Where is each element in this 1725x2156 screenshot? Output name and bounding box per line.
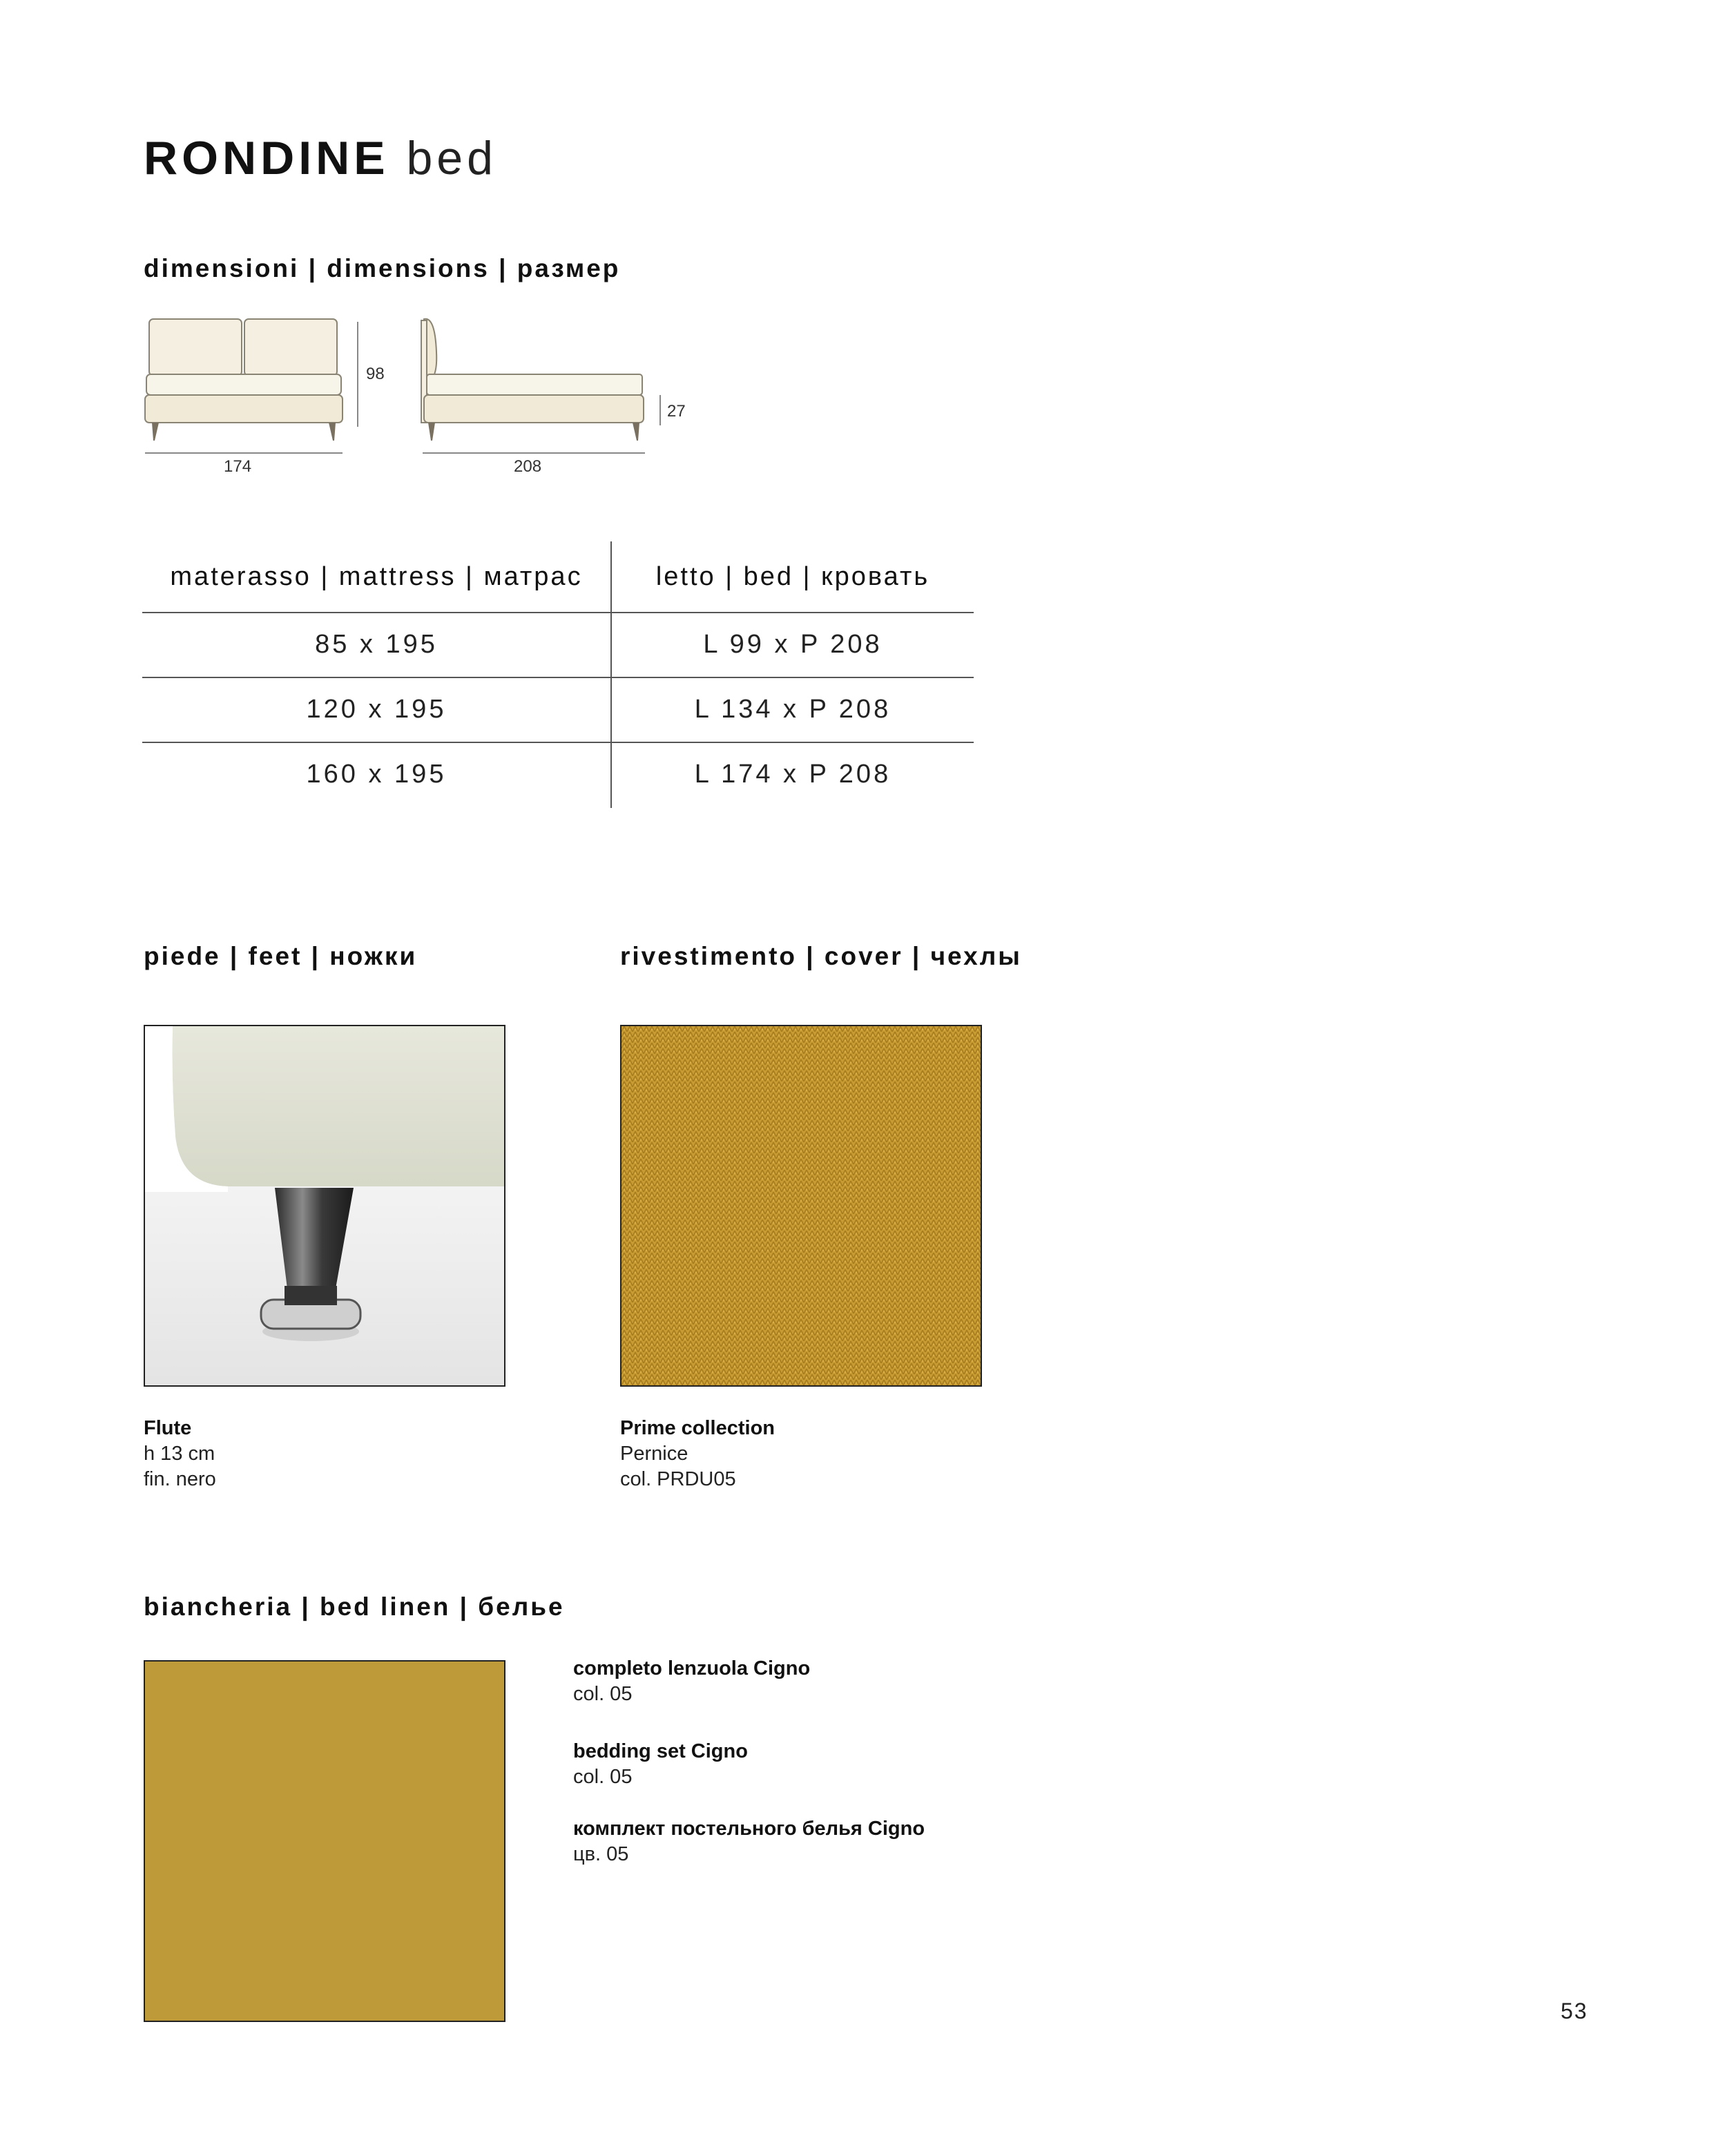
- linen-item: [573, 1816, 925, 1867]
- feet-name: Flute: [144, 1417, 192, 1439]
- table-rule: [142, 612, 974, 613]
- cover-swatch: [620, 1025, 982, 1387]
- bed-side-drawing: [414, 311, 704, 490]
- table-cell: 120 x 195: [306, 695, 447, 724]
- linen-item: [573, 1656, 810, 1707]
- table-cell: L 134 x P 208: [694, 695, 892, 724]
- length-label: 208: [514, 457, 542, 476]
- dimensions-heading: dimensioni | dimensions | размер: [144, 254, 621, 282]
- table-rule: [142, 742, 974, 743]
- feet-image: [144, 1025, 505, 1387]
- table-cell: L 174 x P 208: [694, 760, 892, 789]
- linen-item-sub: col. 05: [573, 1683, 633, 1705]
- cover-caption: [620, 1416, 775, 1492]
- linen-item-sub: цв. 05: [573, 1843, 629, 1865]
- feet-caption: [144, 1416, 216, 1492]
- cover-fabric: Pernice: [620, 1443, 688, 1465]
- table-cell: 85 x 195: [315, 630, 438, 659]
- title-light: bed: [406, 132, 497, 184]
- mattress-header: materasso | mattress | матрас: [170, 562, 583, 591]
- cover-heading: rivestimento | cover | чехлы: [620, 942, 1022, 970]
- linen-item-title: completo lenzuola Cigno: [573, 1657, 811, 1679]
- feet-finish: fin. nero: [144, 1468, 216, 1490]
- base-height-label: 27: [667, 402, 686, 421]
- page-title: [144, 131, 497, 185]
- bed-front-drawing: [138, 311, 401, 490]
- linen-swatch: [144, 1660, 505, 2022]
- feet-heading: piede | feet | ножки: [144, 942, 418, 970]
- linen-item-title: bedding set Cigno: [573, 1740, 748, 1762]
- bed-header: letto | bed | кровать: [655, 562, 930, 591]
- table-cell: 160 x 195: [306, 760, 447, 789]
- linen-item-title: комплект постельного белья Cigno: [573, 1818, 925, 1840]
- title-bold: RONDINE: [144, 132, 389, 184]
- linen-item-sub: col. 05: [573, 1766, 633, 1788]
- linen-heading: biancheria | bed linen | белье: [144, 1592, 565, 1621]
- table-rule: [142, 677, 974, 678]
- width-label: 174: [224, 457, 252, 476]
- page-number: 53: [1561, 1999, 1588, 2023]
- size-table: [142, 541, 974, 808]
- linen-item: [573, 1739, 748, 1790]
- height-label: 98: [366, 365, 385, 383]
- feet-height: h 13 cm: [144, 1443, 215, 1465]
- cover-color-code: col. PRDU05: [620, 1468, 736, 1490]
- cover-name: Prime collection: [620, 1417, 775, 1439]
- table-cell: L 99 x P 208: [703, 630, 883, 659]
